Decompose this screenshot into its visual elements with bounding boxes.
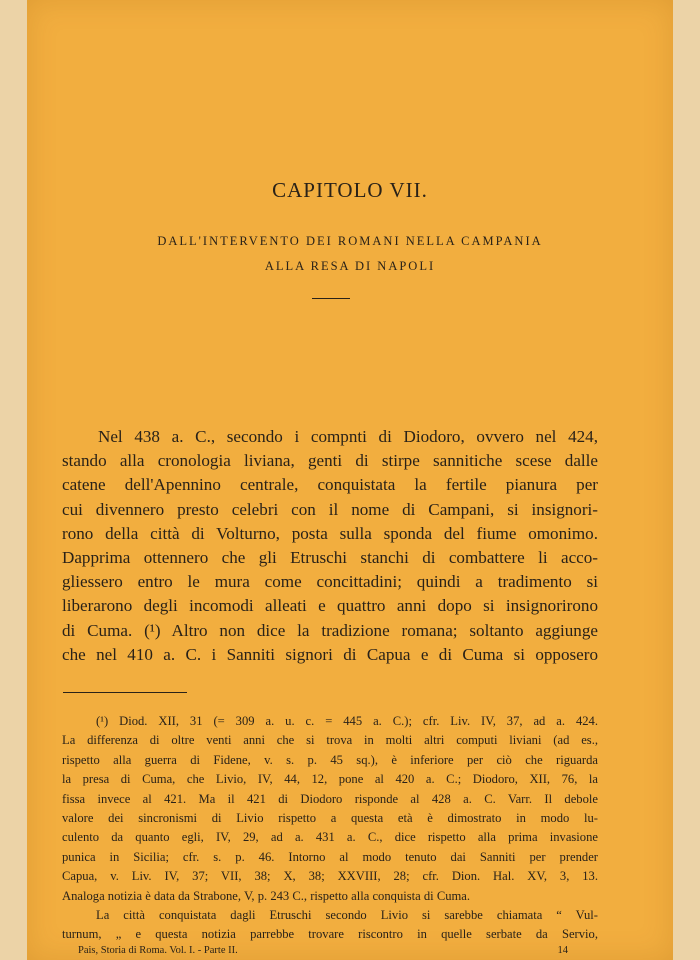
chapter-subtitle-line-2: ALLA RESA DI NAPOLI	[264, 259, 436, 273]
title-divider	[312, 298, 350, 299]
footnote-line: Capua, v. Liv. IV, 37; VII, 38; X, 38; XXVIII, 28; cfr. Dion. Hal. XV, 3, 13.	[62, 869, 598, 884]
body-line: gliessero entro le mura come concittadini; quindi a tradimento si	[62, 572, 598, 592]
footnote-line: valore dei sincronismi di Livio rispetto a questa età è dimostrato in modo lu-	[62, 810, 598, 825]
footnote-line: Analoga notizia è data da Strabone, V, p. 243 C., rispetto alla conquista di Cuma.	[62, 888, 471, 903]
footnote-line: (¹) Diod. XII, 31 (= 309 a. u. c. = 445 a. C.); cfr. Liv. IV, 37, ad a. 424.	[96, 714, 598, 728]
footnotes	[62, 712, 598, 945]
page-number: 14	[557, 945, 568, 956]
footnote-line: La città conquistata dagli Etruschi secondo Livio si sarebbe chiamata “ Vul-	[96, 907, 598, 922]
footnote-line: rispetto alla guerra di Fidene, v. s. p. 45 sq.), è inferiore per ciò che riguarda	[62, 752, 598, 767]
page-footer	[78, 945, 568, 956]
body-paragraph	[62, 425, 598, 667]
body-line: liberarono degli incomodi alleati e quattro anni dopo si insignorirono	[62, 596, 598, 616]
page-margin-left	[0, 0, 27, 960]
footnote-line: culento da quanto egli, IV, 29, ad a. 431 a. C., dice rispetto alla prima invasione	[62, 830, 598, 845]
body-line: catene dell'Apennino centrale, conquistata la fertile pianura per	[62, 475, 598, 495]
running-footer: Pais, Storia di Roma. Vol. I. - Parte II.	[78, 945, 238, 956]
body-line: Nel 438 a. C., secondo i compnti di Diodoro, ovvero nel 424,	[98, 427, 598, 446]
body-line: rono della città di Volturno, posta sulla sponda del fiume omonimo.	[62, 523, 598, 543]
body-line: stando alla cronologia liviana, genti di stirpe sannitiche scese dalle	[62, 451, 598, 471]
body-line: che nel 410 a. C. i Sanniti signori di Capua e di Cuma si opposero	[62, 644, 598, 664]
footnote-line: la presa di Cuma, che Livio, IV, 44, 12, pone al 420 a. C.; Diodoro, XII, 76, la	[62, 772, 598, 787]
chapter-title: CAPITOLO VII.	[272, 178, 428, 202]
body-line: di Cuma. (¹) Altro non dice la tradizione romana; soltanto aggiunge	[62, 620, 598, 640]
footnote-divider	[63, 692, 187, 693]
footnote-line: turnum, „ e questa notizia parrebbe trovare riscontro in quelle serbate da Servio,	[62, 927, 598, 942]
chapter-subtitle-line-1: DALL'INTERVENTO DEI ROMANI NELLA CAMPANIA	[157, 234, 543, 248]
body-line: cui divennero presto celebri con il nome di Campani, si insignori-	[62, 499, 598, 519]
footnote-line: fissa invece al 421. Ma il 421 di Diodoro risponde al 428 a. C. Varr. Il debole	[62, 791, 598, 806]
page-margin-right	[673, 0, 700, 960]
footnote-line: punica in Sicilia; cfr. s. p. 46. Intorno al modo tenuto dai Sanniti per prender	[62, 849, 598, 864]
body-line: Dapprima ottennero che gli Etruschi stanchi di combattere li acco-	[62, 547, 598, 567]
footnote-line: La differenza di oltre venti anni che si trova in molti altri computi liviani (ad es.,	[62, 733, 598, 748]
